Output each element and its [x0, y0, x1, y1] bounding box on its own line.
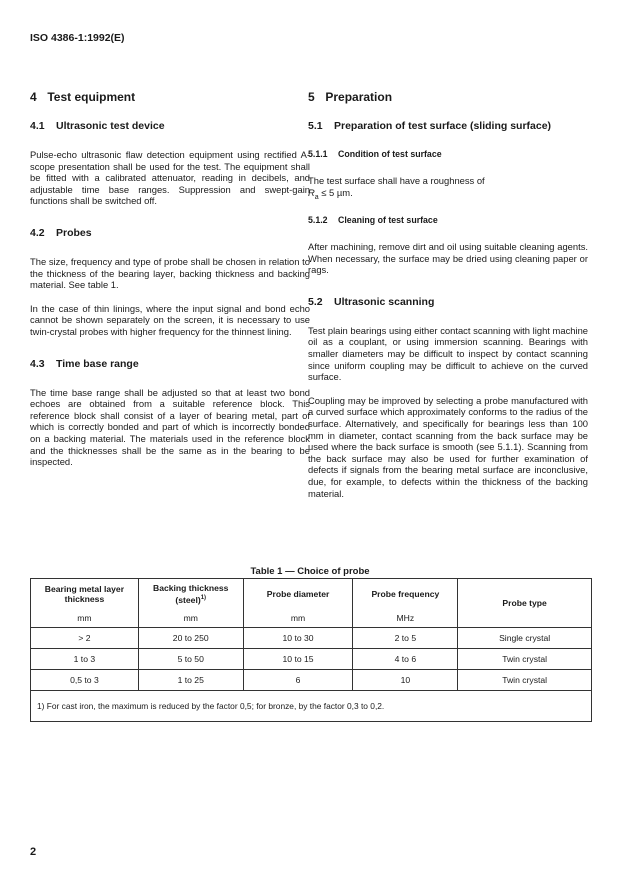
cell-type: Single crystal	[458, 628, 592, 649]
right-column	[308, 90, 588, 511]
probe-table	[30, 578, 592, 722]
unit-frequency: MHz	[353, 609, 458, 628]
section-5-heading: 5 Preparation	[308, 90, 393, 104]
section-5-2-text-2: Coupling may be improved by selecting a probe manufactured with a curved surface which approximately conforms to the radius of the surface. Alternatively, and specifically for bearings less than 100 mm in diameter, contact scanning from the back surface may be used where the back surface is smooth (see 5.1.1). Scanning from the back surface may also be used for further examination of defects if signals from the bearing metal surface are inconclusive, due, for example, to defects within the thickness of the backing material.	[308, 394, 588, 499]
cell-diameter: 10 to 30	[243, 628, 353, 649]
table-footnote-row	[31, 691, 592, 722]
header-diameter: Probe diameter	[243, 579, 353, 610]
cell-frequency: 2 to 5	[353, 628, 458, 649]
header-frequency: Probe frequency	[353, 579, 458, 610]
table-row	[31, 628, 592, 649]
section-4-1-text: Pulse-echo ultrasonic flaw detection equipment using rectified A-scope presentation shall be used for the test. The equipment shall be fitted with a calibrated attenuator, reading in decibels, and adjustable time base ranges. Suppression and swept-gain functions shall be switched off.	[30, 149, 310, 207]
header-bearing: Bearing metal layer thickness	[31, 579, 139, 610]
left-column	[30, 90, 310, 480]
unit-bearing: mm	[31, 609, 139, 628]
header-type: Probe type	[458, 579, 592, 628]
cell-frequency: 4 to 6	[353, 649, 458, 670]
table-footnote: 1) For cast iron, the maximum is reduced by the factor 0,5; for bronze, by the factor 0,3 to 0,2.	[31, 691, 592, 722]
cell-backing: 1 to 25	[138, 670, 243, 691]
cell-bearing: 1 to 3	[31, 649, 139, 670]
header-backing: Backing thickness (steel)$^{1)}$	[138, 579, 243, 610]
section-4-1-heading: 4.1 Ultrasonic test device	[30, 120, 165, 132]
section-5-1-2-heading: 5.1.2 Cleaning of test surface	[308, 215, 438, 226]
table-row	[31, 649, 592, 670]
section-5-1-1-text: The test surface shall have a roughness of $R_a \le 5$ µm.	[308, 175, 485, 201]
cell-bearing: > 2	[31, 628, 139, 649]
section-5-1-2-text: After machining, remove dirt and oil using suitable cleaning agents. When necessary, the surface may be dried using cleaning paper or rags.	[308, 241, 588, 276]
cell-diameter: 10 to 15	[243, 649, 353, 670]
cell-bearing: 0,5 to 3	[31, 670, 139, 691]
cell-type: Twin crystal	[458, 670, 592, 691]
section-5-2-text-1: Test plain bearings using either contact scanning with light machine oil as a couplant, or using immersion scanning. Bearings with smaller diameters may be difficult to inspect by contact scanning since uniform coupling may be difficult to achieve on the curved surface.	[308, 324, 588, 383]
section-4-3-text: The time base range shall be adjusted so that at least two bond echoes are obtained from a suitable reference block. This reference block shall consist of a layer of bearing metal, part of which is correctly bonded and part of which is incorrectly bonded on a backing material. The materials used in the reference block and the thicknesses shall be the same as in the bearing to be inspected.	[30, 386, 310, 468]
table-caption: Table 1 — Choice of probe	[250, 566, 370, 577]
cell-backing: 20 to 250	[138, 628, 243, 649]
section-4-3-heading: 4.3 Time base range	[30, 357, 139, 370]
unit-backing: mm	[138, 609, 243, 628]
section-5-1-1-heading: 5.1.1 Condition of test surface	[308, 149, 442, 159]
section-4-2-text-1: The size, frequency and type of probe shall be chosen in relation to the thickness of the bearing layer, backing thickness and backing material. See table 1.	[30, 255, 310, 291]
cell-diameter: 6	[243, 670, 353, 691]
cell-frequency: 10	[353, 670, 458, 691]
section-4-2-heading: 4.2 Probes	[30, 226, 92, 239]
section-4-heading: 4 Test equipment	[30, 90, 136, 104]
table-row	[31, 670, 592, 691]
document-id: ISO 4386-1:1992(E)	[30, 32, 125, 44]
page-number: 2	[30, 846, 37, 858]
section-4-2-text-2: In the case of thin linings, where the input signal and bond echo cannot be shown separately on the screen, it is necessary to use twin-crystal probes with higher frequency for the thinnest lining.	[30, 302, 310, 337]
section-5-1-heading: 5.1 Preparation of test surface (sliding surface)	[308, 120, 552, 132]
section-5-2-heading: 5.2 Ultrasonic scanning	[308, 295, 435, 308]
table-header-row	[31, 579, 592, 610]
cell-backing: 5 to 50	[138, 649, 243, 670]
cell-type: Twin crystal	[458, 649, 592, 670]
unit-diameter: mm	[243, 609, 353, 628]
